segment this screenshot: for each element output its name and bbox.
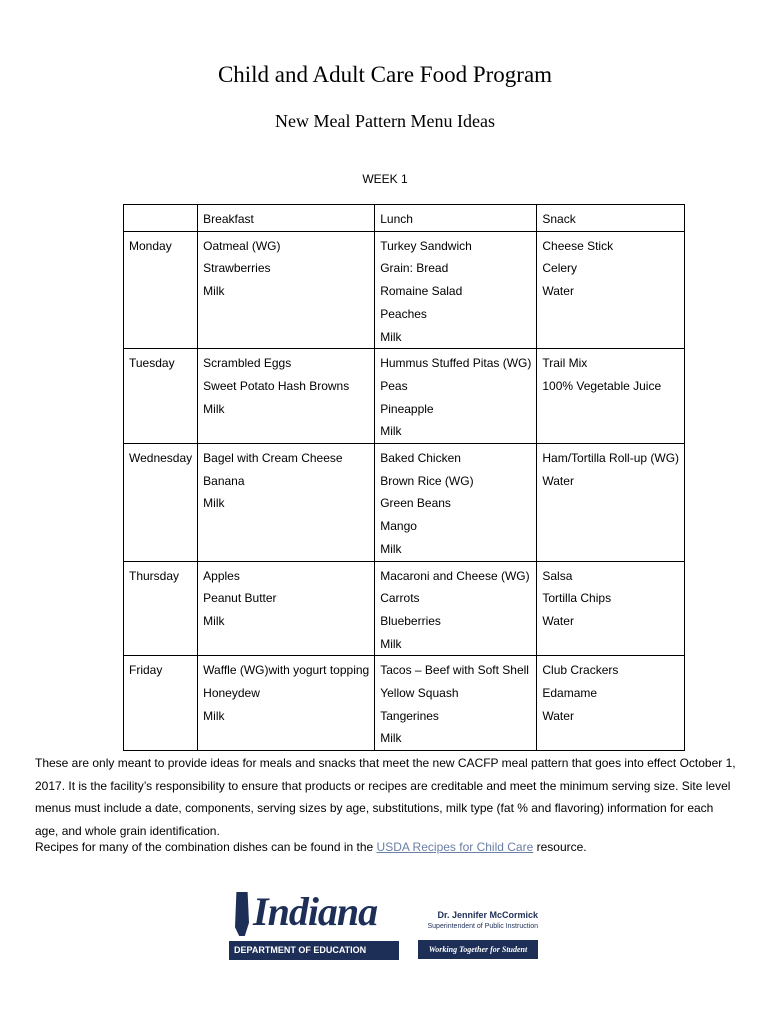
header-cell-snack: Snack: [537, 205, 685, 232]
table-row: [124, 349, 685, 444]
lunch-item: Blueberries: [380, 613, 441, 628]
breakfast-cell: [198, 231, 375, 349]
snack-item: Water: [542, 708, 574, 723]
lunch-item: Romaine Salad: [380, 284, 463, 299]
superintendent-name: Dr. Jennifer McCormick: [437, 910, 538, 920]
lunch-item: Milk: [380, 636, 402, 651]
snack-item: 100% Vegetable Juice: [542, 378, 662, 393]
day-cell: [124, 561, 198, 656]
lunch-cell: [375, 656, 537, 751]
header-cell-lunch: Lunch: [375, 205, 537, 232]
recipes-text-after: resource.: [533, 840, 587, 854]
day-label: Monday: [129, 238, 172, 253]
lunch-item: Green Beans: [380, 496, 451, 511]
tagline: Working Together for Student Success: [418, 940, 538, 959]
breakfast-item: Scrambled Eggs: [203, 356, 292, 371]
lunch-item: Brown Rice (WG): [380, 473, 474, 488]
day-cell: [124, 444, 198, 562]
day-label: Thursday: [129, 568, 180, 583]
snack-item: Tortilla Chips: [542, 591, 612, 606]
day-label: Friday: [129, 663, 163, 678]
snack-item: Water: [542, 284, 574, 299]
day-label: Wednesday: [129, 451, 193, 466]
breakfast-item: Waffle (WG)with yogurt topping: [203, 663, 370, 678]
lunch-item: Turkey Sandwich: [380, 238, 472, 253]
snack-item: Celery: [542, 261, 578, 276]
snack-item: Water: [542, 473, 574, 488]
day-cell: [124, 349, 198, 444]
menu-table: [123, 204, 685, 751]
lunch-item: Tacos – Beef with Soft Shell: [380, 663, 529, 678]
indiana-state-icon: [235, 892, 249, 936]
snack-item: Salsa: [542, 568, 573, 583]
lunch-item: Grain: Bread: [380, 261, 449, 276]
day-cell: [124, 231, 198, 349]
snack-item: Trail Mix: [542, 356, 588, 371]
breakfast-item: Milk: [203, 708, 225, 723]
lunch-item: Tangerines: [380, 708, 439, 723]
lunch-item: Milk: [380, 731, 402, 746]
breakfast-item: Sweet Potato Hash Browns: [203, 378, 350, 393]
snack-item: Water: [542, 613, 574, 628]
lunch-item: Yellow Squash: [380, 686, 459, 701]
superintendent-block: [418, 910, 538, 973]
lunch-item: Carrots: [380, 591, 420, 606]
lunch-item: Milk: [380, 424, 402, 439]
lunch-item: Mango: [380, 519, 417, 534]
superintendent-title: Superintendent of Public Instruction: [427, 923, 538, 930]
breakfast-item: Oatmeal (WG): [203, 238, 281, 253]
breakfast-item: Milk: [203, 613, 225, 628]
breakfast-item: Honeydew: [203, 686, 260, 701]
snack-cell: [537, 656, 685, 751]
breakfast-item: Bagel with Cream Cheese: [203, 451, 343, 466]
page-title: Child and Adult Care Food Program: [217, 62, 553, 87]
lunch-item: Hummus Stuffed Pitas (WG): [380, 356, 532, 371]
day-cell: [124, 656, 198, 751]
breakfast-cell: [198, 561, 375, 656]
recipes-note: [35, 840, 587, 854]
breakfast-item: Apples: [203, 568, 240, 583]
snack-cell: [537, 444, 685, 562]
recipes-text-before: Recipes for many of the combination dishes can be found in the: [35, 840, 377, 854]
lunch-cell: [375, 444, 537, 562]
lunch-cell: [375, 349, 537, 444]
table-row: [124, 231, 685, 349]
breakfast-item: Strawberries: [203, 261, 271, 276]
breakfast-item: Banana: [203, 473, 245, 488]
breakfast-cell: [198, 349, 375, 444]
table-header-row: [124, 205, 685, 232]
lunch-item: Baked Chicken: [380, 451, 461, 466]
lunch-cell: [375, 561, 537, 656]
lunch-item: Milk: [380, 541, 402, 556]
logo-wordmark: Indiana: [253, 889, 378, 934]
week-label: WEEK 1: [362, 172, 408, 186]
table-row: [124, 444, 685, 562]
breakfast-item: Milk: [203, 401, 225, 416]
lunch-item: Milk: [380, 329, 402, 344]
header-cell-breakfast: Breakfast: [198, 205, 375, 232]
lunch-item: Peaches: [380, 306, 427, 321]
usda-recipes-link[interactable]: USDA Recipes for Child Care: [376, 840, 534, 854]
lunch-cell: [375, 231, 537, 349]
page-subtitle: New Meal Pattern Menu Ideas: [275, 111, 495, 131]
department-label: DEPARTMENT OF EDUCATION: [229, 941, 399, 960]
snack-cell: [537, 349, 685, 444]
table-row: [124, 656, 685, 751]
breakfast-item: Milk: [203, 284, 225, 299]
snack-item: Club Crackers: [542, 663, 619, 678]
snack-item: Ham/Tortilla Roll-up (WG): [542, 451, 680, 466]
breakfast-item: Milk: [203, 496, 225, 511]
lunch-item: Macaroni and Cheese (WG): [380, 568, 530, 583]
lunch-item: Peas: [380, 378, 408, 393]
snack-cell: [537, 231, 685, 349]
day-label: Tuesday: [129, 356, 175, 371]
snack-item: Cheese Stick: [542, 238, 614, 253]
breakfast-cell: [198, 656, 375, 751]
disclaimer-note: These are only meant to provide ideas for meals and snacks that meet the new CACFP meal pattern that goes into effect October 1, 2017. It is the facility’s responsibility to ensure that products or recipes are creditable and meet the minimum serving size. Site level menus must include a date, components, serving sizes by age, substitutions, milk type (fat % and flavoring) information for each age, and whole grain identification.: [35, 756, 736, 838]
breakfast-item: Peanut Butter: [203, 591, 277, 606]
snack-cell: [537, 561, 685, 656]
header-cell-empty: [124, 205, 198, 232]
table-row: [124, 561, 685, 656]
lunch-item: Pineapple: [380, 401, 434, 416]
snack-item: Edamame: [542, 686, 598, 701]
breakfast-cell: [198, 444, 375, 562]
indiana-doe-logo: [229, 888, 399, 963]
